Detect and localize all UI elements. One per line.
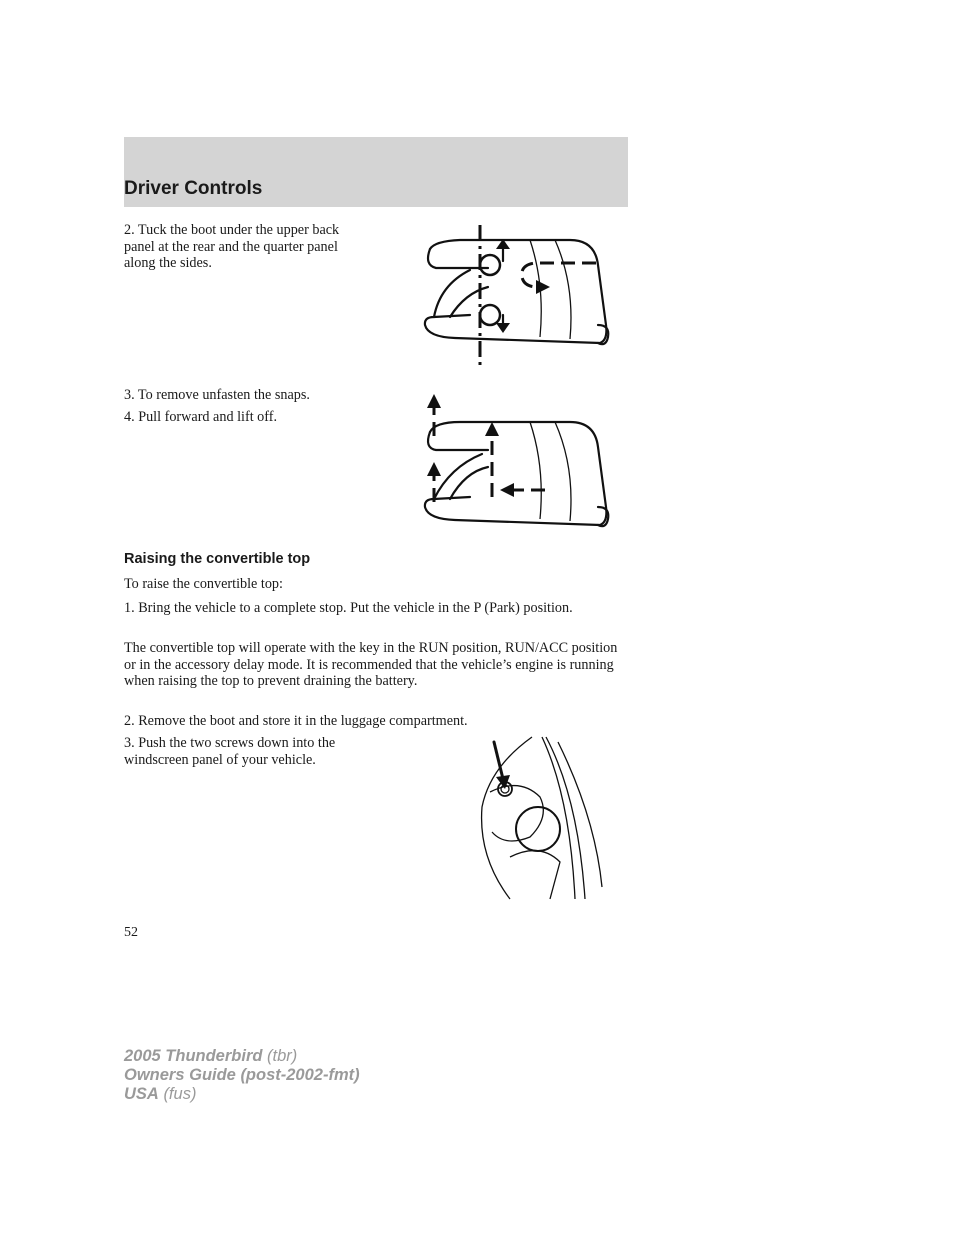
windscreen-screw-illustration — [470, 737, 610, 899]
footer-market-code: (fus) — [163, 1085, 197, 1103]
raising-step-3: 3. Push the two screws down into the windscreen panel of your vehicle. — [124, 735, 336, 768]
footer-model: 2005 Thunderbird — [124, 1047, 263, 1065]
raising-note: The convertible top will operate with the key in the RUN position, RUN/ACC position or in the accessory delay mode. It is recommended that the vehicle’s engine is running when raising the top to prevent draining the battery. — [124, 640, 618, 689]
footer-market: USA — [124, 1085, 159, 1103]
footer-model-code: (tbr) — [267, 1047, 298, 1065]
footer-line-3 — [124, 1085, 360, 1104]
raising-intro: To raise the convertible top: — [124, 576, 283, 592]
boot-tuck-illustration — [410, 225, 620, 370]
page-number: 52 — [124, 925, 138, 940]
step-3-unfasten-snaps: 3. To remove unfasten the snaps. — [124, 387, 310, 403]
boot-removal-illustration — [410, 392, 620, 537]
step-4-pull-forward: 4. Pull forward and lift off. — [124, 409, 278, 425]
raising-step-1: 1. Bring the vehicle to a complete stop. Put the vehicle in the P (Park) position. — [124, 600, 573, 616]
step-2-tuck-boot: 2. Tuck the boot under the upper back panel at the rear and the quarter panel along the sides. — [124, 222, 340, 271]
section-title: Driver Controls — [124, 178, 263, 199]
document-footer — [124, 1047, 360, 1104]
footer-guide: Owners Guide (post-2002-fmt) — [124, 1066, 360, 1084]
footer-line-1 — [124, 1047, 360, 1066]
raising-step-2: 2. Remove the boot and store it in the luggage compartment. — [124, 713, 468, 729]
raising-top-heading: Raising the convertible top — [124, 551, 311, 567]
footer-line-2 — [124, 1066, 360, 1085]
